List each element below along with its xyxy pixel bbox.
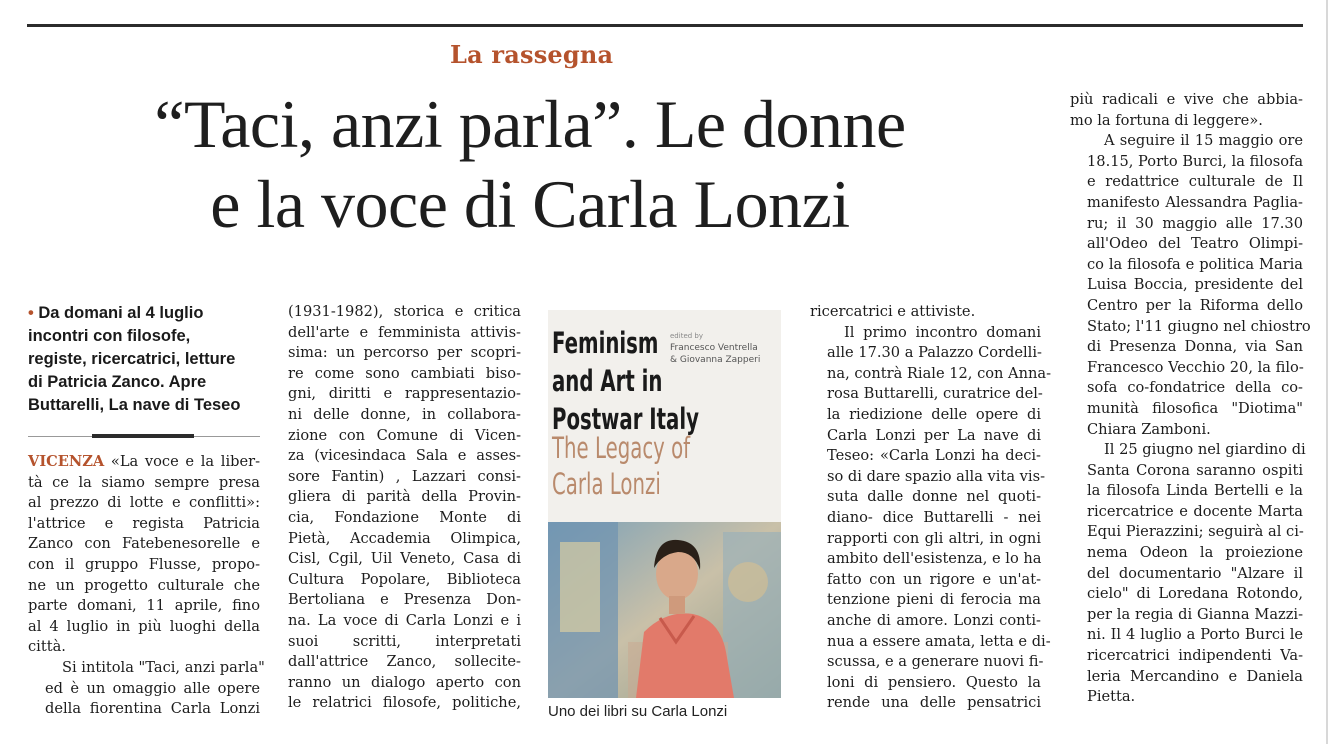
- text-line: Equi Pierazzini; seguirà al ci-: [1087, 523, 1304, 541]
- text-line: ni. Il 4 luglio a Porto Burci le: [1087, 626, 1303, 644]
- top-rule: [27, 24, 1303, 27]
- text-line: zione con Comune di Vicen-: [288, 426, 521, 444]
- text-line: rosa Buttarelli, curatrice del-: [827, 385, 1043, 403]
- text-line: loni di pensiero. Questo la: [827, 673, 1041, 691]
- book-title-line: Feminism: [552, 326, 659, 360]
- text-line: nema Odeon la proiezione: [1087, 544, 1303, 562]
- text-line: al prezzo di lotte e conflitti»:: [28, 494, 260, 512]
- text-line: ne un progetto culturale che: [28, 576, 260, 594]
- paragraph: [1070, 440, 1306, 708]
- text-line: parte domani, 11 aprile, fino: [28, 597, 260, 615]
- text-line: città.: [28, 638, 66, 656]
- text-line: per la regia di Gianna Mazzi-: [1087, 605, 1303, 623]
- text-line: sore Fantin) , Lazzari consi-: [288, 467, 521, 485]
- text-line: della fiorentina Carla Lonzi: [45, 700, 260, 718]
- summary-box: [28, 302, 260, 417]
- paragraph: [1070, 90, 1303, 131]
- text-line: scussa, e a generare nuovi fi-: [827, 653, 1044, 671]
- text-line: tenzione pieni di ferocia ma: [827, 591, 1041, 609]
- text-line: la riedizione delle opere di: [827, 405, 1041, 423]
- text-line: (1931-1982), storica e critica: [288, 303, 521, 320]
- text-line: ricercatrici indipendenti Va-: [1087, 647, 1303, 665]
- text-line: re come sono cambiati biso-: [288, 364, 521, 382]
- text-line: l'attrice e regista Patricia: [28, 514, 260, 532]
- text-line: ru; il 30 maggio alle 17.30: [1087, 214, 1303, 232]
- text-fragment: «La voce e la liber-: [110, 453, 260, 470]
- summary-line: Buttarelli, La nave di Teseo: [28, 396, 241, 414]
- text-line: na, contrà Riale 12, con Anna-: [827, 364, 1052, 382]
- text-line: ed è un omaggio alle opere: [45, 679, 260, 697]
- text-line: e redattrice culturale de Il: [1087, 173, 1303, 191]
- summary-divider-accent: [92, 434, 194, 438]
- text-line: diano- dice Buttarelli - nei: [827, 508, 1041, 526]
- text-line: tà ce la siamo sempre presa: [28, 473, 260, 491]
- text-line: ricercatrici e attiviste.: [810, 303, 976, 320]
- section-kicker: La rassegna: [450, 40, 614, 69]
- text-line: leria Mercandino e Daniela: [1087, 667, 1303, 685]
- text-line: la filosofa Linda Bertelli e la: [1087, 482, 1303, 500]
- paragraph: [810, 302, 1041, 323]
- text-line: [28, 452, 260, 473]
- text-line: Zanco con Fatebenesorelle e: [28, 535, 260, 553]
- text-line: più radicali e vive che abbia-: [1070, 91, 1303, 108]
- dateline: VICENZA: [28, 453, 105, 470]
- book-edited-by: edited by: [670, 332, 704, 340]
- text-line: ambito dell'esistenza, e lo ha: [827, 550, 1042, 568]
- text-line: Stato; l'11 giugno nel chiostro: [1087, 317, 1311, 335]
- article-column-3: [810, 302, 1052, 714]
- text-line: al 4 luglio in più luoghi della: [28, 617, 260, 635]
- paragraph: [288, 302, 521, 714]
- summary-line: registe, ricercatrici, letture: [28, 350, 236, 368]
- text-line: gni, diritti e rappresentazio-: [288, 385, 521, 403]
- text-line: na. La voce di Carla Lonzi e i: [288, 611, 521, 629]
- text-line: Pietà, Accademia Olimpica,: [288, 529, 521, 547]
- text-line: A seguire il 15 maggio ore: [1104, 132, 1303, 150]
- headline: [60, 84, 1000, 244]
- text-line: Si intitola "Taci, anzi parla": [62, 658, 265, 676]
- text-line: del documentario "Alzare il: [1087, 564, 1303, 582]
- paragraph: [810, 323, 1052, 714]
- text-line: Bertoliana e Presenza Don-: [288, 591, 521, 609]
- text-line: all'Odeo del Teatro Olimpi-: [1087, 235, 1303, 253]
- headline-line-2: e la voce di Carla Lonzi: [210, 166, 850, 242]
- text-line: Cisl, Cgil, Uil Veneto, Casa di: [288, 550, 521, 568]
- text-line: con il gruppo Flusse, propo-: [28, 555, 260, 573]
- text-line: cia, Fondazione Monte di: [288, 508, 521, 526]
- book-subtitle-line: The Legacy of: [552, 431, 691, 465]
- text-line: munità filosofica "Diotima": [1087, 399, 1303, 417]
- text-line: mo la fortuna di leggere».: [1070, 111, 1263, 129]
- text-line: alle 17.30 a Palazzo Cordelli-: [827, 344, 1042, 362]
- text-line: Il primo incontro domani: [844, 323, 1041, 341]
- book-author: & Giovanna Zapperi: [670, 355, 761, 365]
- text-line: so di dare spazio alla vita vis-: [827, 467, 1045, 485]
- text-line: Centro per la Riforma dello: [1087, 296, 1303, 314]
- text-line: ranno un dialogo aperto con: [288, 673, 521, 691]
- summary-text: Da domani al 4 luglio: [38, 304, 204, 322]
- text-line: 18.15, Porto Burci, la filosofa: [1087, 152, 1304, 170]
- summary-line: di Patricia Zanco. Apre: [28, 373, 207, 391]
- text-line: Pietta.: [1087, 688, 1136, 706]
- text-line: gliera di parità della Provin-: [288, 488, 521, 506]
- text-line: fatto con un rigore e un'at-: [827, 570, 1041, 588]
- text-line: sima: un percorso per scopri-: [288, 344, 521, 362]
- text-line: cielo" di Loredana Rotondo,: [1087, 585, 1303, 603]
- text-line: ni delle donne, in collabora-: [288, 405, 521, 423]
- text-line: Luisa Boccia, presidente del: [1087, 276, 1303, 294]
- paragraph: [28, 473, 260, 658]
- text-line: rende una delle pensatrici: [827, 694, 1041, 712]
- text-line: sofa co-fondatrice della co-: [1087, 379, 1303, 397]
- text-line: Santa Corona saranno ospiti: [1087, 461, 1303, 479]
- text-line: dell'arte e femminista attivis-: [288, 323, 521, 341]
- text-line: suta dalle donne nel quoti-: [827, 488, 1041, 506]
- article-column-4: [1070, 90, 1311, 708]
- text-line: nua a essere amata, letta e di-: [827, 632, 1051, 650]
- book-subtitle-line: Carla Lonzi: [552, 467, 661, 501]
- article-column-2: [288, 302, 521, 714]
- text-line: rapporti con gli altri, in ogni: [827, 529, 1041, 547]
- paragraph: [1070, 131, 1311, 440]
- book-title-line: and Art in: [552, 364, 663, 398]
- article-column-1: [28, 452, 265, 720]
- text-line: Teseo: «Carla Lonzi ha deci-: [827, 447, 1041, 465]
- summary-line: [28, 302, 260, 325]
- page-edge-rule: [1326, 0, 1328, 744]
- book-cover-image: [548, 310, 781, 698]
- book-cover-photo: [548, 522, 781, 698]
- book-subtitle: [552, 430, 690, 502]
- headline-line-1: “Taci, anzi parla”. Le donne: [154, 86, 906, 162]
- summary-line: incontri con filosofe,: [28, 327, 191, 345]
- paragraph: [28, 658, 265, 720]
- text-line: Cultura Popolare, Biblioteca: [288, 570, 521, 588]
- text-line: manifesto Alessandra Paglia-: [1087, 193, 1303, 211]
- text-line: ricercatrice e docente Marta: [1087, 502, 1303, 520]
- text-line: Francesco Vecchio 20, la filo-: [1087, 358, 1304, 376]
- book-author: Francesco Ventrella: [670, 343, 758, 353]
- text-line: Carla Lonzi per La nave di: [827, 426, 1041, 444]
- text-line: za (vicesindaca Sala e asses-: [288, 447, 521, 465]
- book-title-line: Postwar Italy: [552, 402, 699, 436]
- text-line: anche di amore. Lonzi conti-: [827, 611, 1041, 629]
- bullet-icon: •: [28, 304, 34, 322]
- image-caption: Uno dei libri su Carla Lonzi: [548, 703, 728, 720]
- book-authors: [670, 330, 780, 366]
- text-line: Il 25 giugno nel giardino di: [1104, 441, 1306, 459]
- text-line: Chiara Zamboni.: [1087, 420, 1211, 438]
- text-line: dall'attrice Zanco, sollecite-: [288, 653, 521, 671]
- text-line: di Presenza Donna, via San: [1087, 338, 1303, 356]
- text-line: le relatrici filosofe, politiche,: [288, 694, 521, 712]
- text-line: co la filosofa e politica Maria: [1087, 255, 1303, 273]
- text-line: suoi scritti, interpretati: [288, 632, 521, 650]
